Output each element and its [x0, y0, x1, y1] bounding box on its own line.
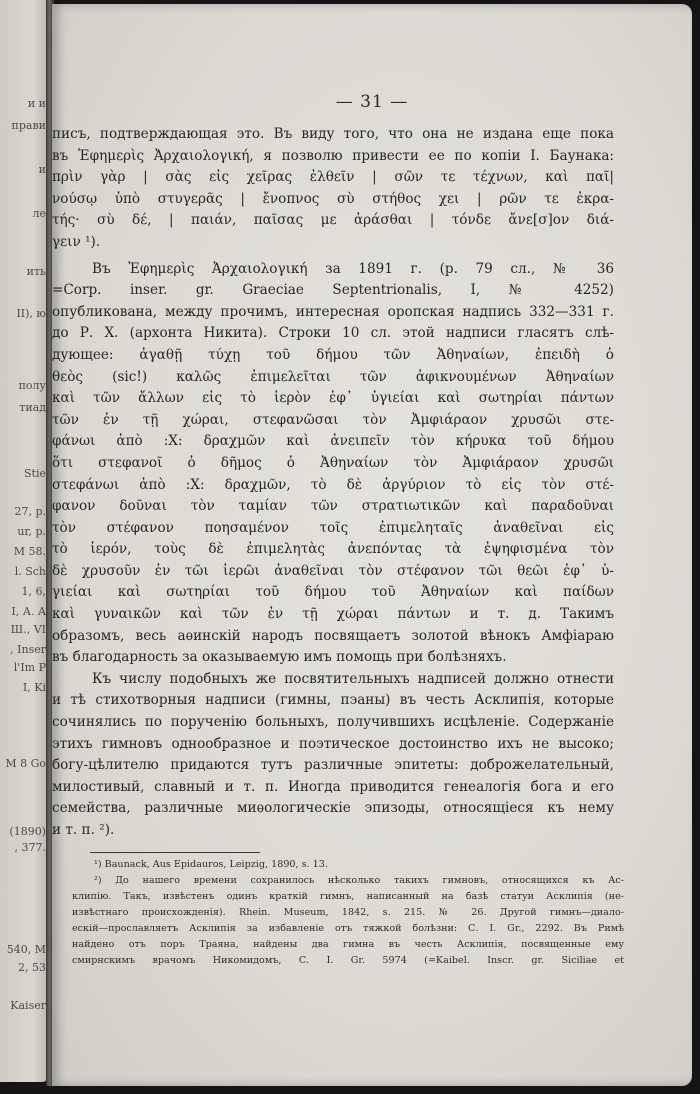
text-line: и тѣ стихотворныя надписи (гимны, пэаны) въ честь Асклипія, которые — [52, 692, 614, 709]
text-line: θεὸς (sic!) καλῶς ἐπιμελεῖται τῶν ἀφικνουμένων Ἀθηναίων — [52, 368, 614, 385]
text-line: семейства, различные миѳологическіе эпизоды, относящіеся къ нему — [52, 800, 614, 817]
page-number: — 31 — — [335, 92, 409, 112]
left-page-fragment: 2, 53 — [18, 961, 46, 974]
text-line: τὸ ἱερόν, τοὺς δὲ ἐπιμελητὰς ἀνεπόντας τὰ ἐψηφισμένα τὸν — [52, 541, 614, 558]
footnote-line: извѣстнаго происхожденія). Rhein. Museum, 1842, s. 215. № 26. Другой гимнъ—диало- — [72, 907, 624, 918]
left-page-fragment: Stie — [24, 467, 46, 480]
text-line: =Corp. inser. gr. Graeciae Septentrionalis, I, № 4252) — [52, 282, 614, 299]
text-line: τής· σὺ δέ, | παιάν, παῖσας με ἀράσθαι | τόνδε ἄνε[σ]ον διά- — [52, 212, 614, 229]
left-page-fragment: прави — [11, 119, 46, 132]
footnote-line: ¹) Baunack, Aus Epidauros, Leipzig, 1890, s. 13. — [94, 859, 328, 870]
text-line: φανον δοῦναι τὸν ταμίαν τῶν στρατιωτικῶν καὶ παραδοῦναι — [52, 498, 614, 515]
text-line: богу-цѣлителю придаются тутъ различные эпитеты: доброжелательный, — [52, 757, 614, 774]
left-page-fragment: (1890) — [9, 825, 46, 838]
text-line: этихъ гимновъ однообразное и поэтическое достоинство ихъ не высоко; — [52, 735, 614, 752]
left-page-fragment: тиад — [19, 401, 46, 414]
left-page-fragment: I, А. A — [11, 605, 46, 618]
previous-page-edge — [0, 0, 48, 1082]
footnote-line: найдено отъ поръ Траяна, найдены два гимна въ честь Асклипія, посвященные ему — [72, 939, 624, 950]
text-line: и т. п. ²). — [52, 822, 115, 838]
text-line: писъ, подтверждающая это. Въ виду того, что она не издана еще пока — [52, 126, 614, 142]
footnotes — [72, 857, 624, 969]
left-page-fragment: Kaiser — [10, 999, 46, 1012]
text-line: въ благодарность за оказываемую имъ помощь при болѣзняхъ. — [52, 649, 507, 666]
left-page-fragment: I, Ki — [22, 681, 46, 694]
text-line: γειν ¹). — [52, 233, 101, 250]
text-line: στεφάνωι ἀπὸ :Χ: δραχμῶν, τὸ δὲ ἀργύριον τὸ εἰς τὸν στέ- — [52, 476, 614, 493]
text-line: φάνωι ἀπὸ :Χ: δραχμῶν καὶ ἀνειπεῖν τὸν κήρυκα τοῦ δήμου — [52, 433, 614, 450]
left-page-fragment: l. Sch — [14, 565, 46, 578]
left-page-fragment: и и — [27, 97, 46, 110]
text-line: милостивый, славный и т. п. Иногда приводится генеалогія бога и его — [52, 778, 614, 795]
left-page-fragment: ІІ), ю — [16, 307, 46, 320]
left-page-fragment: 1, 6, — [21, 585, 46, 598]
text-line: до Р. Х. (архонта Никита). Строки 10 сл. этой надписи гласятъ слѣ- — [52, 325, 614, 342]
footnote-line: клипію. Такъ, извѣстенъ одинъ краткій гимнъ, написанный на базѣ статуи Асклипія (не- — [72, 891, 624, 902]
footnote-line: ескій—прославляетъ Асклипія за избавленіе отъ тяжкой болѣзни: С. І. Gr., 2292. Въ Римѣ — [72, 923, 624, 934]
text-line: Къ числу подобныхъ же посвятительныхъ надписей должно отнести — [92, 670, 614, 687]
left-page-fragment: Ш., VI — [10, 623, 46, 636]
text-line: νούσῳ ὑπὸ στυγερᾶς | ἔνοπνος σὺ στήθος χει | ρῶν τε ἐκρα- — [52, 190, 614, 207]
text-line: καὶ τῶν ἄλλων εἰς τὸ ἱερὸν ἐφ᾽ ὑγιείαι καὶ σωτηρίαι πάντων — [52, 390, 614, 407]
text-line: въ Ἐφημερὶς Ἀρχαιολογική, я позволю привести ее по копіи І. Баунака: — [52, 147, 614, 164]
text-line: опубликована, между прочимъ, интересная оропская надпись 332—331 г. — [52, 303, 614, 320]
text-line: сочинялись по порученію больныхъ, получившихъ исцѣленіе. Содержаніе — [52, 714, 614, 731]
text-line: γιείαι καὶ σωτηρίαι τοῦ δήμου τοῦ Ἀθηναίων καὶ παίδων — [52, 584, 614, 601]
left-page-fragment: l'Im P — [13, 661, 46, 674]
text-line: δὲ χρυσοῦν ἐν τῶι ἱερῶι ἀναθεῖναι τὸν στέφανον τῶι θεῶι ἐφ᾽ ὑ- — [52, 562, 614, 579]
left-page-fragment: полу — [18, 379, 46, 392]
text-line: образомъ, весь аѳинскій народъ посвящаетъ золотой вѣнокъ Амфіараю — [52, 627, 614, 644]
text-line: дующее: ἀγαθῇ τύχῃ τοῦ δήμου τῶν Ἀθηναίων, ἐπειδὴ ὁ — [52, 346, 614, 363]
left-page-fragment: , Inser — [10, 643, 46, 656]
footnote-rule — [90, 852, 260, 853]
left-page-fragment: ле — [32, 207, 46, 220]
text-line: ὅτι στεφανοῖ ὁ δῆμος ὁ Ἀθηναίων τὸν Ἀμφιάραον χρυσῶι — [52, 454, 614, 471]
left-page-fragment: 27, p. — [14, 505, 46, 518]
footnote-line: ²) До нашего времени сохранилось нѣсколько такихъ гимновъ, относящихся къ Ас- — [94, 875, 624, 886]
text-line: καὶ γυναικῶν καὶ τῶν ἐν τῇ χώραι πάντων и т. д. Такимъ — [52, 606, 614, 623]
main-page — [52, 4, 692, 1086]
left-page-fragment: 540, M — [6, 943, 46, 956]
text-line: Въ Ἐφημερὶς Ἀρχαιολογική за 1891 г. (р. 79 сл., № 36 — [92, 260, 614, 277]
text-line: τῶν ἐν τῇ χώραι, στεφανῶσαι τὸν Ἀμφιάραον χρυσῶι στε- — [52, 411, 614, 428]
left-page-fragment: ить — [26, 265, 46, 278]
text-line: πρὶν γὰρ | σὰς εἰς χεῖρας ἐλθεῖν | σῶν τε τέχνων, καὶ παῖ| — [52, 169, 614, 186]
left-page-fragment: M 8 Go — [5, 757, 46, 770]
left-page-fragment: , 377. — [14, 841, 46, 854]
left-page-fragment: M 58. — [13, 545, 46, 558]
left-page-fragment: ur, p. — [17, 525, 46, 538]
footnote-line: смирнскимъ врачомъ Никомидомъ, С. І. Gr. 5974 (=Kaibel. Inscr. gr. Siciliae et — [72, 955, 624, 966]
body-text — [52, 124, 614, 842]
text-line: τὸν στέφανον ποησαμένον τοῖς ἐπιμεληταῖς ἀναθεῖναι εἰς — [52, 519, 614, 536]
left-page-fragment: и — [38, 163, 46, 176]
